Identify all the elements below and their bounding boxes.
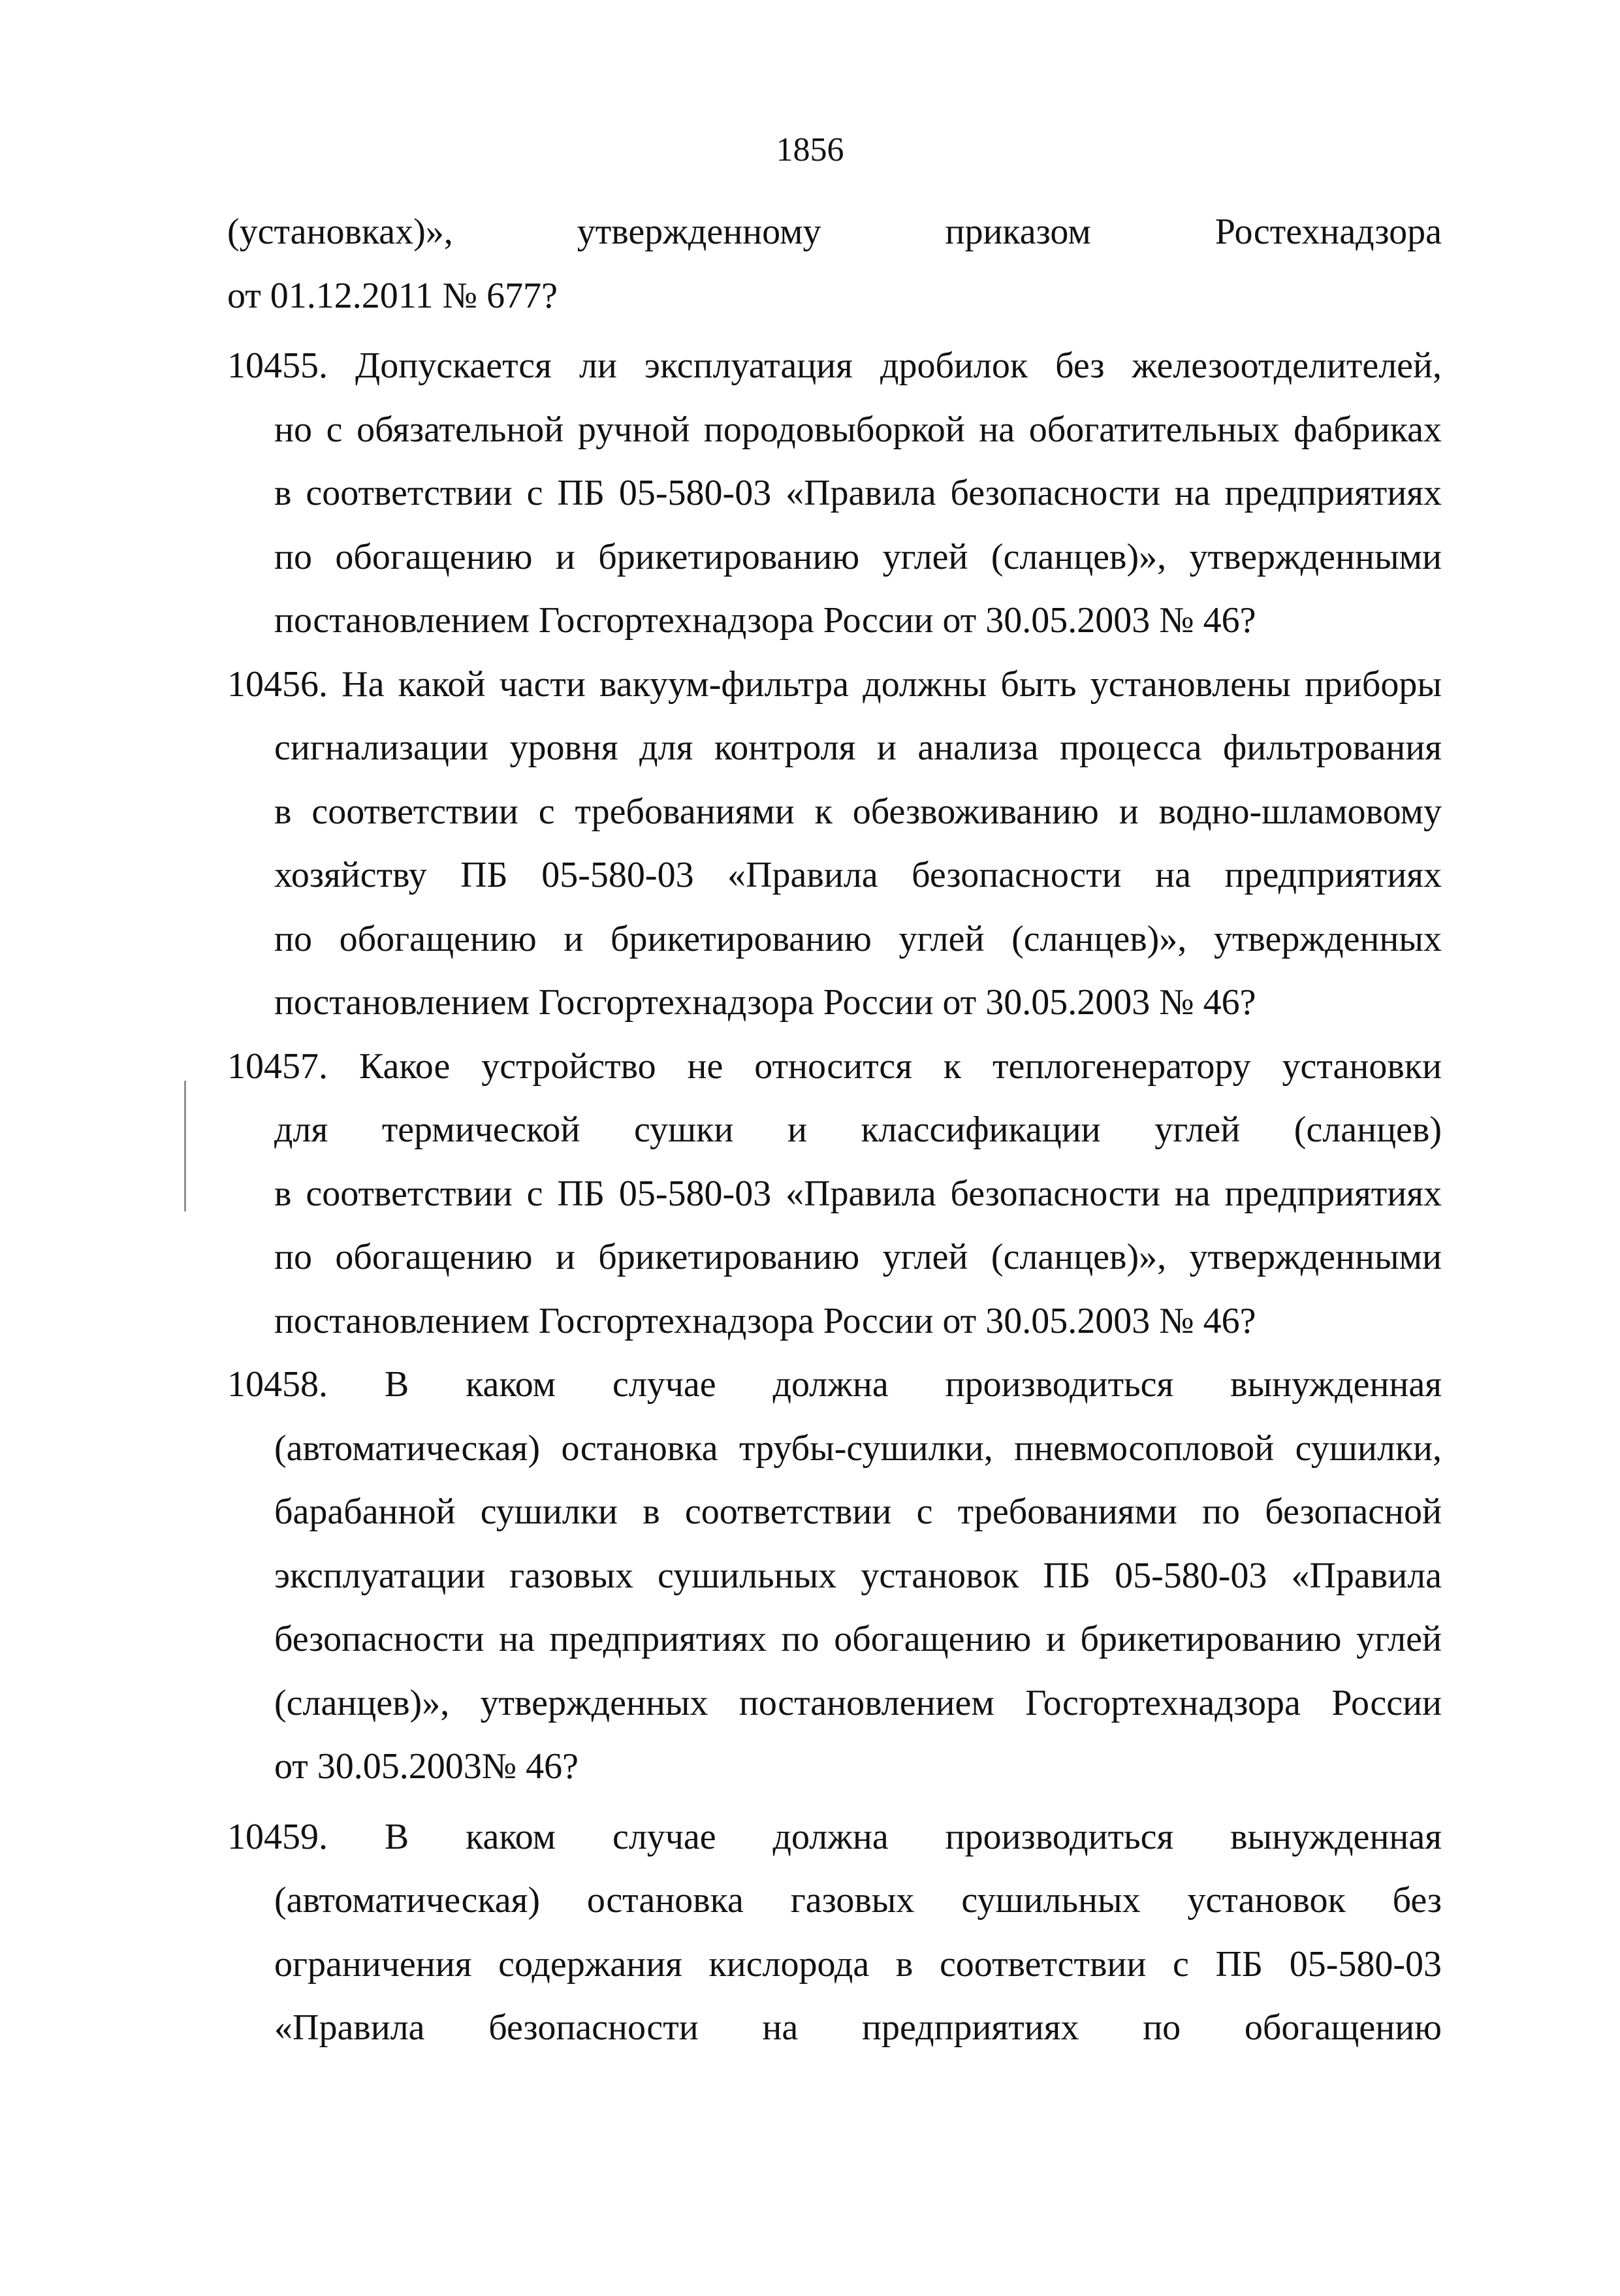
text-line: от 01.12.2011 № 677? xyxy=(227,275,558,316)
text-line: по обогащению и брикетированию углей (сланцев)», утвержденными xyxy=(274,536,1442,577)
text-line: хозяйству ПБ 05-580-03 «Правила безопасности на предприятиях xyxy=(274,855,1442,895)
text-line: (автоматическая) остановка трубы-сушилки, пневмосопловой сушилки, xyxy=(274,1427,1442,1469)
text-line: в соответствии с ПБ 05-580-03 «Правила безопасности на предприятиях xyxy=(274,473,1442,513)
scan-margin-mark xyxy=(184,1081,186,1211)
text-line: постановлением Госгортехнадзора России от 30.05.2003 № 46? xyxy=(274,600,1256,641)
text-line: (автоматическая) остановка газовых сушильных установок без xyxy=(274,1880,1442,1921)
text-line: эксплуатации газовых сушильных установок ПБ 05-580-03 «Правила xyxy=(274,1555,1442,1596)
page-number: 1856 xyxy=(776,131,844,168)
text-line: безопасности на предприятиях по обогащению и брикетированию углей xyxy=(274,1619,1442,1659)
text-line: ограничения содержания кислорода в соответствии с ПБ 05-580-03 xyxy=(274,1943,1442,1985)
question-10456-start: 10456. На какой части вакуум-фильтра должны быть установлены приборы xyxy=(227,663,1442,705)
text-line: по обогащению и брикетированию углей (сланцев)», утвержденными xyxy=(274,1237,1442,1277)
question-10458-start: 10458. В каком случае должна производиться вынужденная xyxy=(227,1364,1442,1405)
text-line: (установках)», утвержденному приказом Ростехнадзора xyxy=(227,212,1442,252)
text-line: но с обязательной ручной породовыборкой на обогатительных фабриках xyxy=(274,409,1442,450)
text-line: в соответствии с требованиями к обезвоживанию и водно-шламовому xyxy=(274,791,1442,832)
question-10459-start: 10459. В каком случае должна производиться вынужденная xyxy=(227,1816,1442,1857)
text-line: сигнализации уровня для контроля и анализа процесса фильтрования xyxy=(274,727,1442,768)
text-line: (сланцев)», утвержденных постановлением Госгортехнадзора России xyxy=(274,1682,1442,1723)
text-line: для термической сушки и классификации углей (сланцев) xyxy=(274,1109,1442,1150)
question-10455-start: 10455. Допускается ли эксплуатация дробилок без железоотделителей, xyxy=(227,345,1442,386)
text-line: от 30.05.2003№ 46? xyxy=(274,1746,579,1787)
text-line: барабанной сушилки в соответствии с требованиями по безопасной xyxy=(274,1491,1442,1532)
text-line: по обогащению и брикетированию углей (сланцев)», утвержденных xyxy=(274,918,1442,959)
question-10457-start: 10457. Какое устройство не относится к теплогенератору установки xyxy=(227,1045,1442,1087)
text-line: постановлением Госгортехнадзора России от 30.05.2003 № 46? xyxy=(274,982,1256,1023)
text-line: постановлением Госгортехнадзора России от 30.05.2003 № 46? xyxy=(274,1300,1256,1341)
text-line: «Правила безопасности на предприятиях по обогащению xyxy=(274,2007,1442,2048)
document-body xyxy=(227,208,1442,2067)
text-line: в соответствии с ПБ 05-580-03 «Правила безопасности на предприятиях xyxy=(274,1173,1442,1214)
